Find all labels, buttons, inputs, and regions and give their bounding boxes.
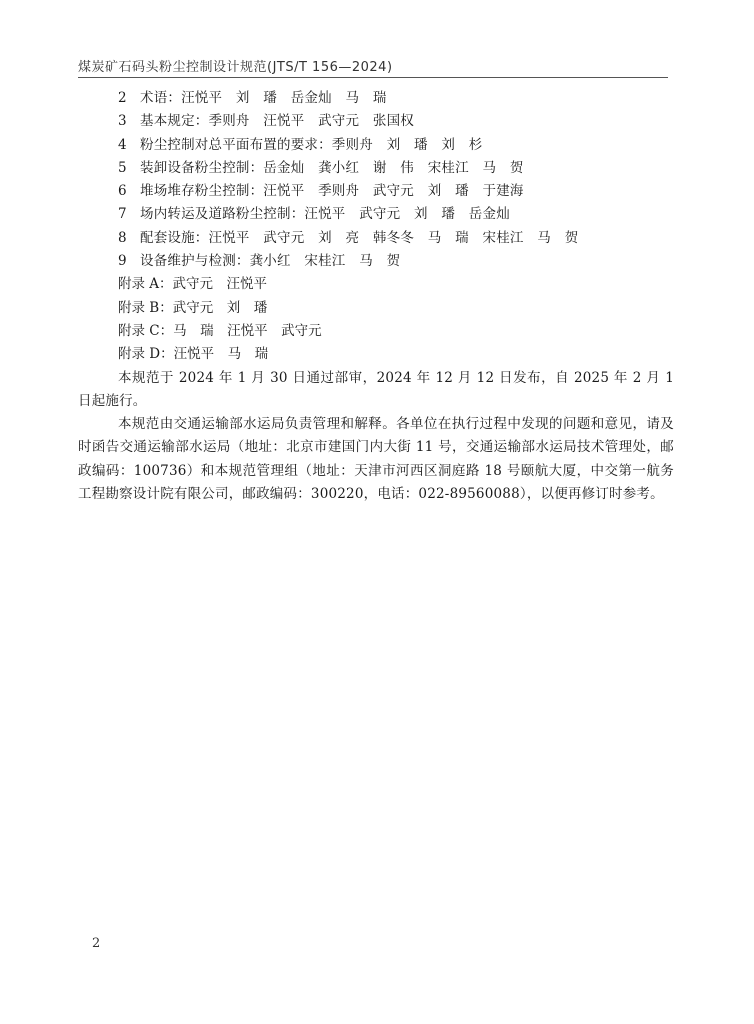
author-list-item bbox=[78, 87, 674, 110]
management-paragraph: 本规范由交通运输部水运局负责管理和解释。各单位在执行过程中发现的问题和意见，请及时函告交通运输部水运局（地址：北京市建国门内大街 11 号，交通运输部水运局技术管理处，邮政编码：100736）和本规范管理组（地址：天津市河西区洞庭路 18 号颐航大厦，中交第一航务工程勘察设计院有限公司，邮政编码：300220，电话：022-89560088），以便再修订时参考。 bbox=[78, 416, 674, 503]
chapter-number: 8 bbox=[118, 229, 127, 246]
chapter-number: 3 bbox=[118, 113, 127, 130]
author-list-item bbox=[78, 203, 674, 226]
appendix-author-item: 附录 D：汪悦平 马 瑞 bbox=[118, 346, 269, 363]
chapter-number: 7 bbox=[118, 206, 127, 223]
header-divider bbox=[78, 77, 668, 78]
chapter-authors: 基本规定：季则舟 汪悦平 武守元 张国权 bbox=[140, 113, 414, 130]
chapter-authors: 术语：汪悦平 刘 璠 岳金灿 马 瑞 bbox=[140, 90, 387, 106]
chapter-authors: 粉尘控制对总平面布置的要求：季则舟 刘 璠 刘 杉 bbox=[140, 136, 483, 153]
chapter-number: 4 bbox=[118, 136, 127, 153]
chapter-authors: 堆场堆存粉尘控制：汪悦平 季则舟 武守元 刘 璠 于建海 bbox=[140, 183, 524, 200]
author-list-item bbox=[78, 110, 674, 133]
chapter-number: 9 bbox=[118, 253, 127, 270]
chapter-authors: 设备维护与检测：龚小红 宋桂江 马 贺 bbox=[140, 253, 401, 270]
author-list-item bbox=[78, 157, 674, 180]
author-list-item bbox=[78, 180, 674, 203]
chapter-number: 6 bbox=[118, 183, 127, 200]
appendix-author-item: 附录 A：武守元 汪悦平 bbox=[118, 276, 268, 293]
running-head-title: 煤炭矿石码头粉尘控制设计规范(JTS/T 156—2024) bbox=[78, 60, 393, 75]
author-list-item bbox=[78, 250, 674, 273]
page-number: 2 bbox=[92, 936, 101, 951]
appendix-author-item: 附录 C：马 瑞 汪悦平 武守元 bbox=[118, 322, 322, 339]
chapter-authors: 装卸设备粉尘控制：岳金灿 龚小红 谢 伟 宋桂江 马 贺 bbox=[140, 159, 524, 176]
document-body bbox=[78, 87, 674, 506]
chapter-number: 5 bbox=[118, 159, 127, 176]
chapter-authors: 场内转运及道路粉尘控制：汪悦平 武守元 刘 璠 岳金灿 bbox=[140, 206, 510, 223]
appendix-author-item: 附录 B：武守元 刘 璠 bbox=[118, 299, 268, 316]
author-list-item bbox=[78, 134, 674, 157]
chapter-authors: 配套设施：汪悦平 武守元 刘 亮 韩冬冬 马 瑞 宋桂江 马 贺 bbox=[140, 229, 579, 246]
author-list-item bbox=[78, 227, 674, 250]
chapter-number: 2 bbox=[118, 90, 127, 106]
effective-date-paragraph: 本规范于 2024 年 1 月 30 日通过部审，2024 年 12 月 12 日发布，自 2025 年 2 月 1 日起施行。 bbox=[78, 369, 674, 409]
